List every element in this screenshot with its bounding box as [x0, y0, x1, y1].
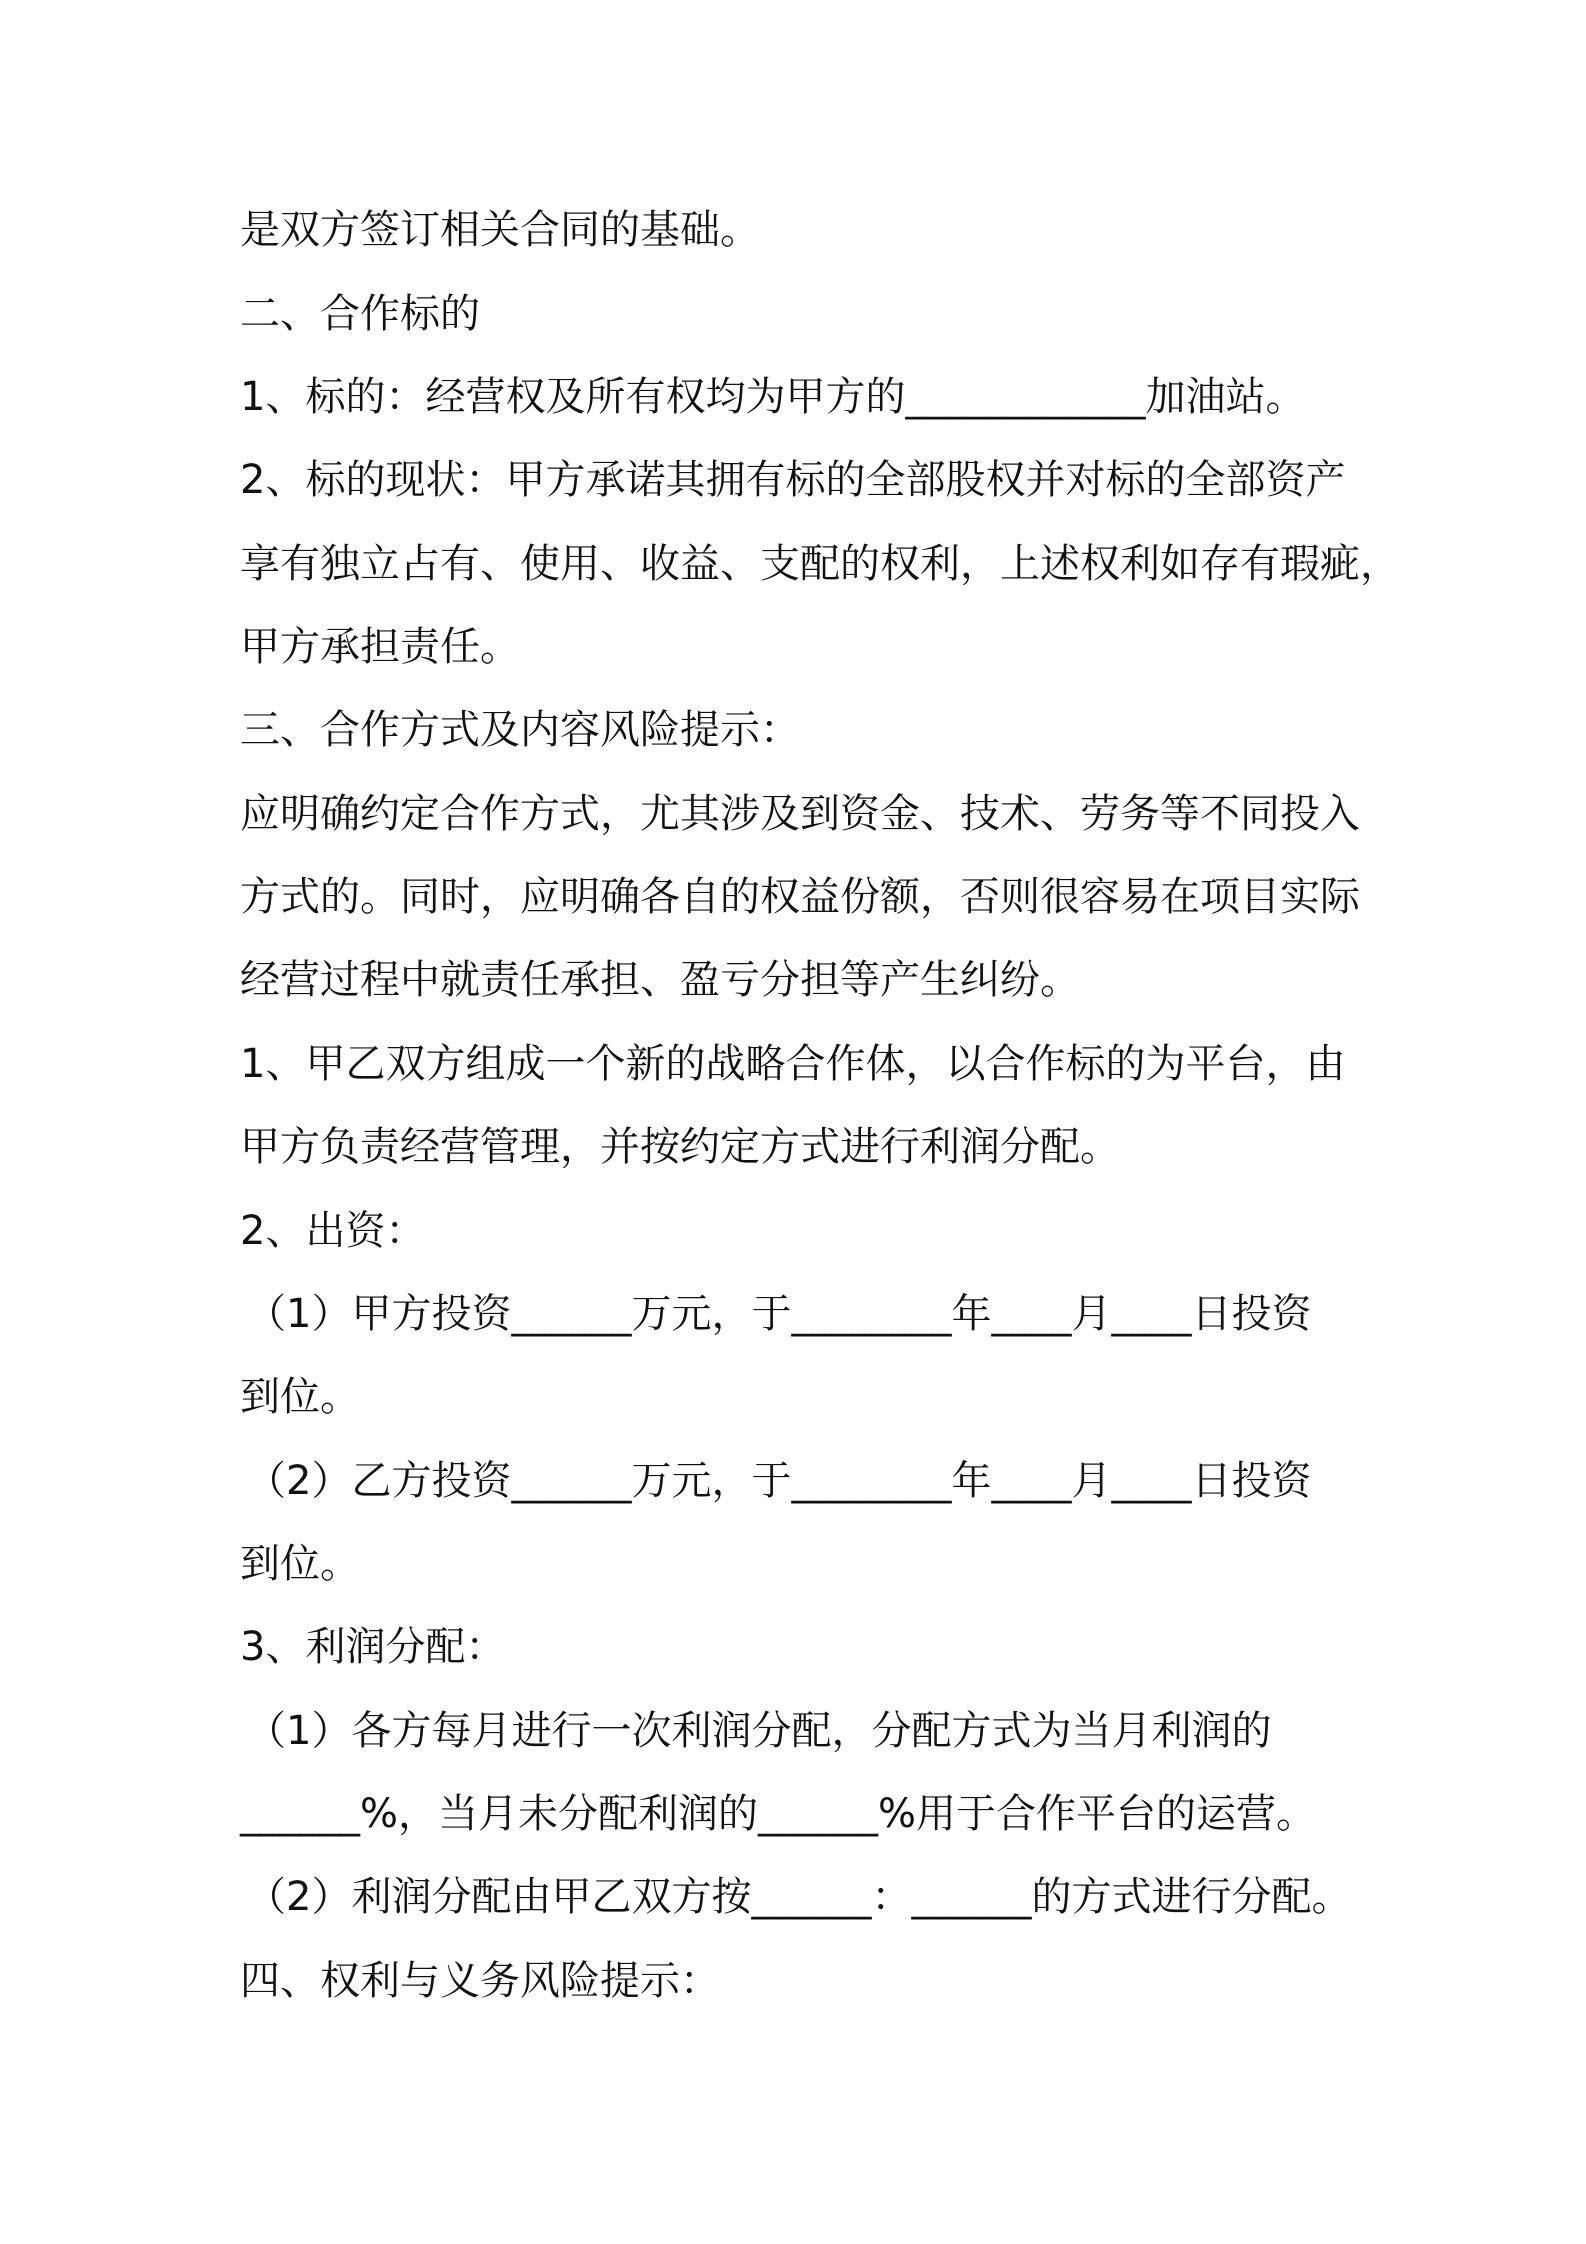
section-heading: 四、权利与义务风险提示： [240, 1958, 720, 2004]
section-heading: 二、合作标的 [240, 291, 480, 337]
text-line: 享有独立占有、使用、收益、支配的权利，上述权利如存有瑕疵， [240, 541, 1400, 587]
text-line: 是双方签订相关合同的基础。 [240, 207, 760, 253]
text-line: 应明确约定合作方式，尤其涉及到资金、技术、劳务等不同投入 [240, 791, 1360, 837]
text-line: 2、标的现状：甲方承诺其拥有标的全部股权并对标的全部资产 [240, 457, 1346, 503]
text-line: （1）甲方投资______万元，于________年____月____日投资 [246, 1291, 1312, 1337]
text-line: 1、甲乙双方组成一个新的战略合作体，以合作标的为平台，由 [240, 1041, 1346, 1087]
text-line: 3、利润分配： [240, 1624, 506, 1670]
text-line: 到位。 [240, 1541, 360, 1587]
text-line: 2、出资： [240, 1208, 426, 1254]
section-heading: 三、合作方式及内容风险提示： [240, 707, 800, 753]
text-line: ______%，当月未分配利润的______%用于合作平台的运营。 [240, 1791, 1317, 1837]
text-line: （2）利润分配由甲乙双方按______：______的方式进行分配。 [246, 1874, 1352, 1920]
text-line: （1）各方每月进行一次利润分配，分配方式为当月利润的 [246, 1708, 1272, 1754]
text-line: 到位。 [240, 1374, 360, 1420]
text-line: 方式的。同时，应明确各自的权益份额，否则很容易在项目实际 [240, 874, 1360, 920]
text-line: 甲方负责经营管理，并按约定方式进行利润分配。 [240, 1124, 1120, 1170]
text-line: 1、标的：经营权及所有权均为甲方的____________加油站。 [240, 374, 1306, 420]
text-line: 甲方承担责任。 [240, 624, 520, 670]
text-line: （2）乙方投资______万元，于________年____月____日投资 [246, 1458, 1312, 1504]
text-line: 经营过程中就责任承担、盈亏分担等产生纠纷。 [240, 957, 1080, 1003]
